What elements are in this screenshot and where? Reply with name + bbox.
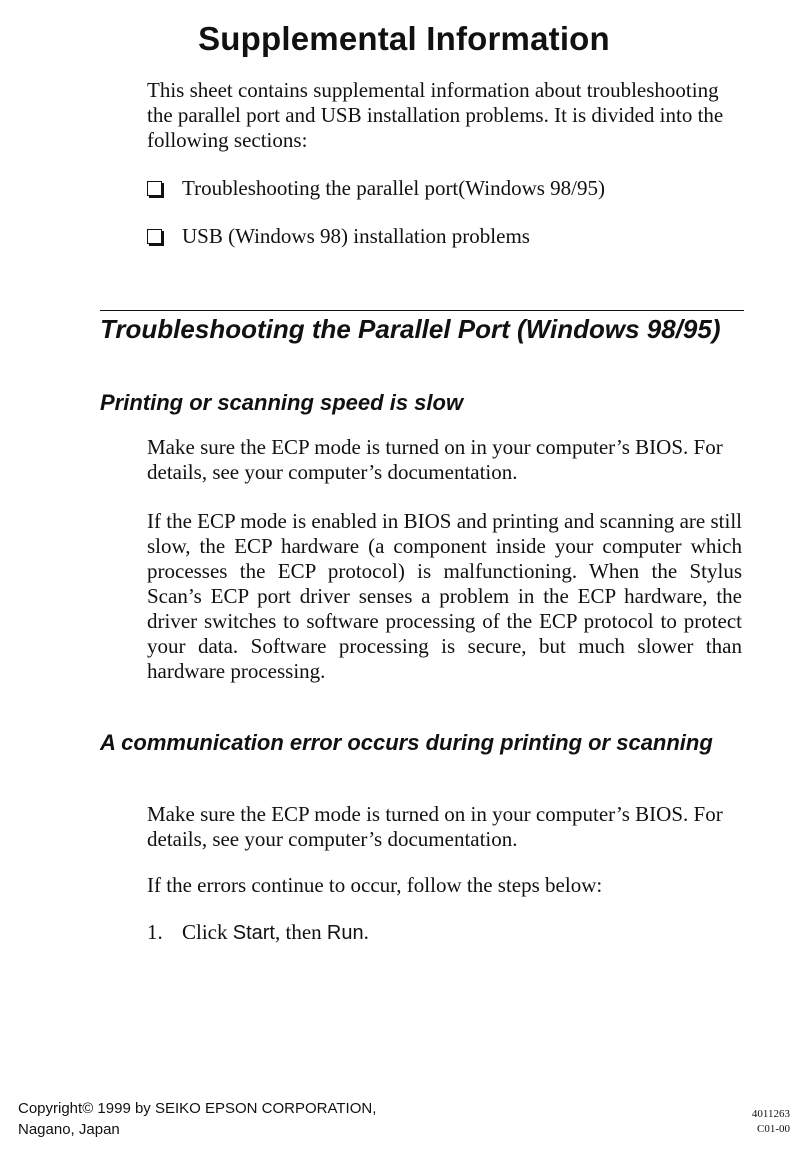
step-text: Click — [182, 920, 233, 944]
step-item — [147, 920, 369, 946]
document-code-line: 4011263 — [751, 1108, 790, 1120]
list-item — [147, 176, 605, 201]
subheading-slow-speed: Printing or scanning speed is slow — [100, 390, 464, 415]
bullet-label: Troubleshooting the parallel port(Windows 98/95) — [182, 176, 605, 200]
copyright-notice — [18, 1098, 376, 1140]
paragraph: Make sure the ECP mode is turned on in your computer’s BIOS. For details, see your computer’s documentation. — [147, 435, 723, 484]
copyright-line: Copyright© 1999 by SEIKO EPSON CORPORATION, — [18, 1100, 377, 1117]
section-heading: Troubleshooting the Parallel Port (Windows 98/95) — [100, 314, 721, 344]
list-item — [147, 224, 530, 249]
subheading-communication-error: A communication error occurs during printing or scanning — [100, 730, 713, 755]
paragraph: If the errors continue to occur, follow the steps below: — [147, 873, 603, 897]
section-divider — [100, 310, 744, 311]
step-text: . — [363, 920, 369, 944]
checkbox-bullet-icon — [147, 181, 162, 196]
paragraph: Make sure the ECP mode is turned on in your computer’s BIOS. For details, see your computer’s documentation. — [147, 802, 723, 851]
document-code-line: C01-00 — [757, 1123, 790, 1135]
page-title: Supplemental Information — [198, 20, 610, 57]
step-number: 1. — [147, 920, 163, 944]
checkbox-bullet-icon — [147, 229, 162, 244]
copyright-line: Nagano, Japan — [18, 1121, 120, 1138]
step-text: , then — [275, 920, 327, 944]
paragraph: If the ECP mode is enabled in BIOS and printing and scanning are still slow, the ECP hardware (a component inside your computer which processes the ECP protocol) is malfunctioning. When the Stylus Scan’s ECP port driver senses a problem in the ECP hardware, the driver switches to software processing of the ECP protocol to protect your data. Software processing is secure, but much slower than hardware processing. — [147, 509, 742, 683]
ui-term-run: Run — [326, 922, 364, 944]
document-code — [752, 1107, 790, 1137]
bullet-label: USB (Windows 98) installation problems — [182, 224, 530, 248]
intro-paragraph: This sheet contains supplemental information about troubleshooting the parallel port and USB installation problems. It is divided into the following sections: — [147, 78, 724, 152]
ui-term-start: Start — [232, 922, 275, 944]
